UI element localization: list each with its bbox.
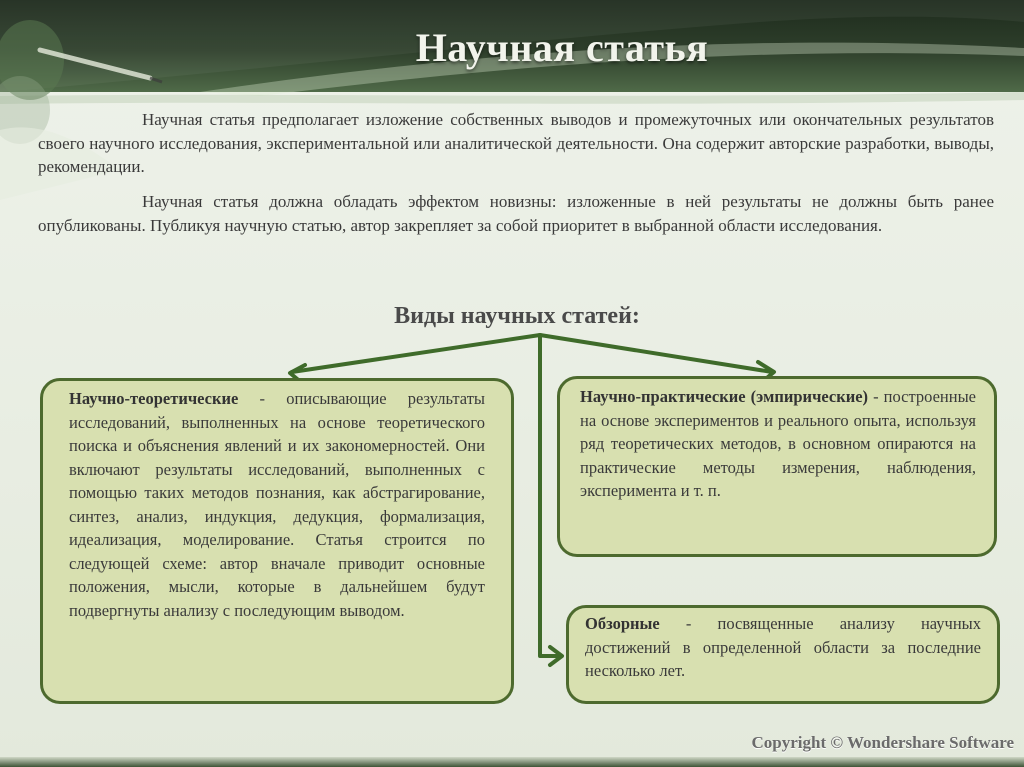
type-description-practical: - построенные на основе экспериментов и реального опыта, используя ряд теоретических методов, в основном опираются на практические методы измерения, наблюдения, эксперимента и т. п. bbox=[580, 387, 976, 500]
type-name-theoretical: Научно-теоретические bbox=[69, 389, 239, 408]
intro-paragraph-2: Научная статья должна обладать эффектом новизны: изложенные в ней результаты не должны быть ранее опубликованы. Публикуя научную статью, автор закрепляет за собой приоритет в выбранной области исследования. bbox=[38, 192, 994, 235]
type-box-theoretical bbox=[40, 378, 514, 704]
type-description-theoretical: - описывающие результаты исследований, выполненных на основе теоретического поиска и объяснения явлений и их закономерностей. Они включают результаты исследований, выполненных с помощью таких методов познания, как абстрагирование, синтез, анализ, индукция, дедукция, формализация, идеализация, моделирование. Статья строится по следующей схеме: автор вначале приводит основные положения, мысли, которые в дальнейшем будут подвергнуты анализу с последующим выводом. bbox=[69, 389, 485, 620]
page-title: Научная статья bbox=[415, 25, 709, 70]
type-name-practical: Научно-практические (эмпирические) bbox=[580, 387, 869, 406]
bottom-bar bbox=[0, 757, 1024, 767]
intro-paragraph-1: Научная статья предполагает изложение собственных выводов и промежуточных или окончательных результатов своего научного исследования, экспериментальной или аналитической деятельности. Она содержит авторские разработки, выводы, рекомендации. bbox=[38, 110, 994, 176]
type-name-review: Обзорные bbox=[585, 614, 660, 633]
type-box-practical bbox=[557, 376, 997, 557]
arrow-to-practical bbox=[540, 335, 772, 372]
type-description-review: - посвященные анализу научных достижений в определенной области за последние несколько лет. bbox=[585, 614, 981, 680]
type-box-review bbox=[566, 605, 1000, 704]
section-subtitle: Виды научных статей: bbox=[394, 303, 640, 329]
copyright-text: Copyright © Wondershare Software bbox=[751, 733, 1014, 752]
arrow-to-theoretical bbox=[292, 335, 540, 372]
